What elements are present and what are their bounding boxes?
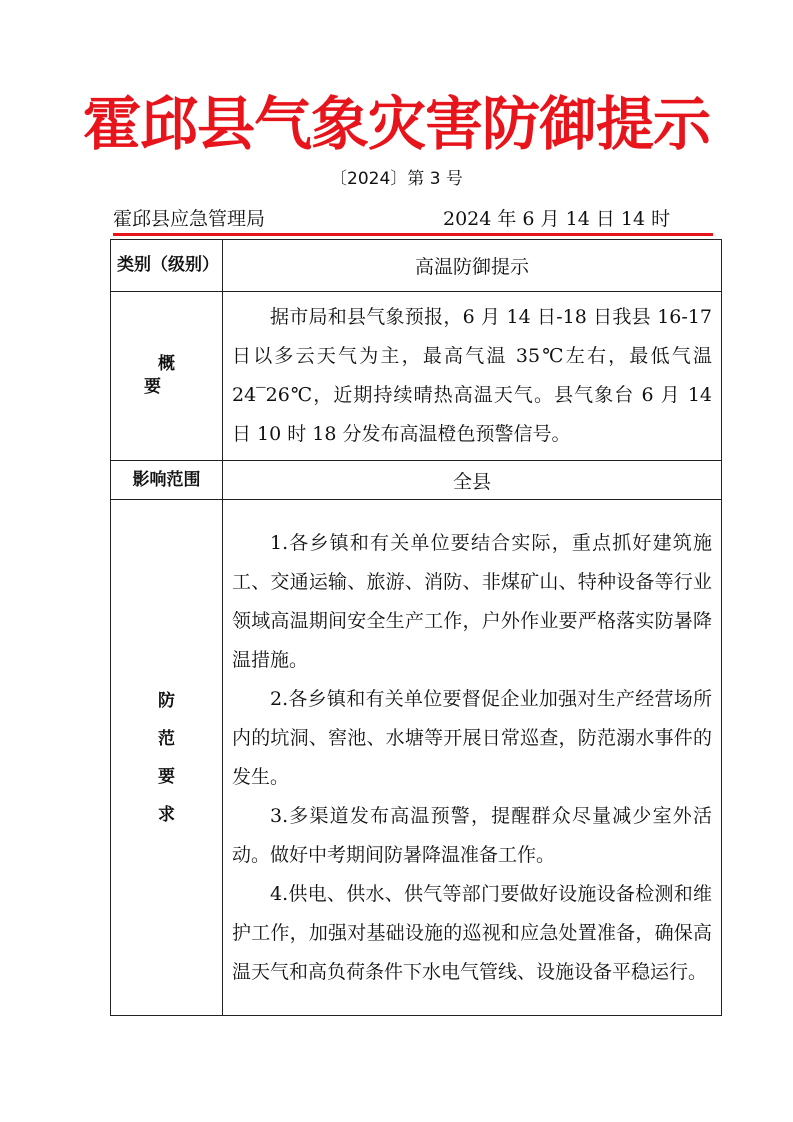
category-row bbox=[111, 240, 722, 292]
issue-time: 2024 年 6 月 14 日 14 时 bbox=[443, 208, 671, 230]
category-value: 高温防御提示 bbox=[223, 240, 722, 292]
summary-row bbox=[111, 292, 722, 461]
category-label-text: 类别（级别） bbox=[117, 255, 219, 275]
scope-label: 影响范围 bbox=[111, 461, 223, 500]
issuing-agency: 霍邱县应急管理局 bbox=[113, 208, 266, 230]
measures-label-line2: 要 求 bbox=[158, 766, 203, 825]
measures-label bbox=[111, 500, 223, 1016]
summary-cell bbox=[223, 292, 722, 461]
category-label bbox=[111, 240, 223, 292]
summary-label bbox=[111, 292, 223, 461]
measures-cell bbox=[223, 500, 722, 1016]
summary-label-text: 概 要 bbox=[144, 354, 203, 397]
document-title: 霍邱县气象灾害防御提示 bbox=[82, 90, 710, 158]
measures-label-line1: 防 范 bbox=[158, 690, 203, 749]
red-divider-line bbox=[113, 233, 713, 236]
notice-table bbox=[110, 239, 722, 1016]
summary-text: 据市局和县气象预报，6 月 14 日-18 日我县 16-17 日以多云天气为主，最高气温 35℃左右，最低气温 24‾26℃，近期持续晴热高温天气。县气象台 6 月 14 日 10 时 18 分发布高温橙色预警信号。 bbox=[232, 306, 712, 445]
measure-item-4: 4.供电、供水、供气等部门要做好设施设备检测和维护工作，加强对基础设施的巡视和应急处置准备，确保高温天气和高负荷条件下水电气管线、设施设备平稳运行。 bbox=[232, 882, 712, 983]
document-number: 〔2024〕第 3 号 bbox=[330, 169, 463, 189]
measure-item-2: 2.各乡镇和有关单位要督促企业加强对生产经营场所内的坑洞、窖池、水塘等开展日常巡查，防范溺水事件的发生。 bbox=[232, 687, 712, 788]
scope-row bbox=[111, 461, 722, 500]
measures-row bbox=[111, 500, 722, 1016]
scope-value: 全县 bbox=[223, 461, 722, 500]
measure-item-3: 3.多渠道发布高温预警，提醒群众尽量减少室外活动。做好中考期间防暑降温准备工作。 bbox=[232, 804, 712, 866]
measure-item-1: 1.各乡镇和有关单位要结合实际，重点抓好建筑施工、交通运输、旅游、消防、非煤矿山、特种设备等行业领域高温期间安全生产工作，户外作业要严格落实防暑降温措施。 bbox=[232, 531, 712, 671]
